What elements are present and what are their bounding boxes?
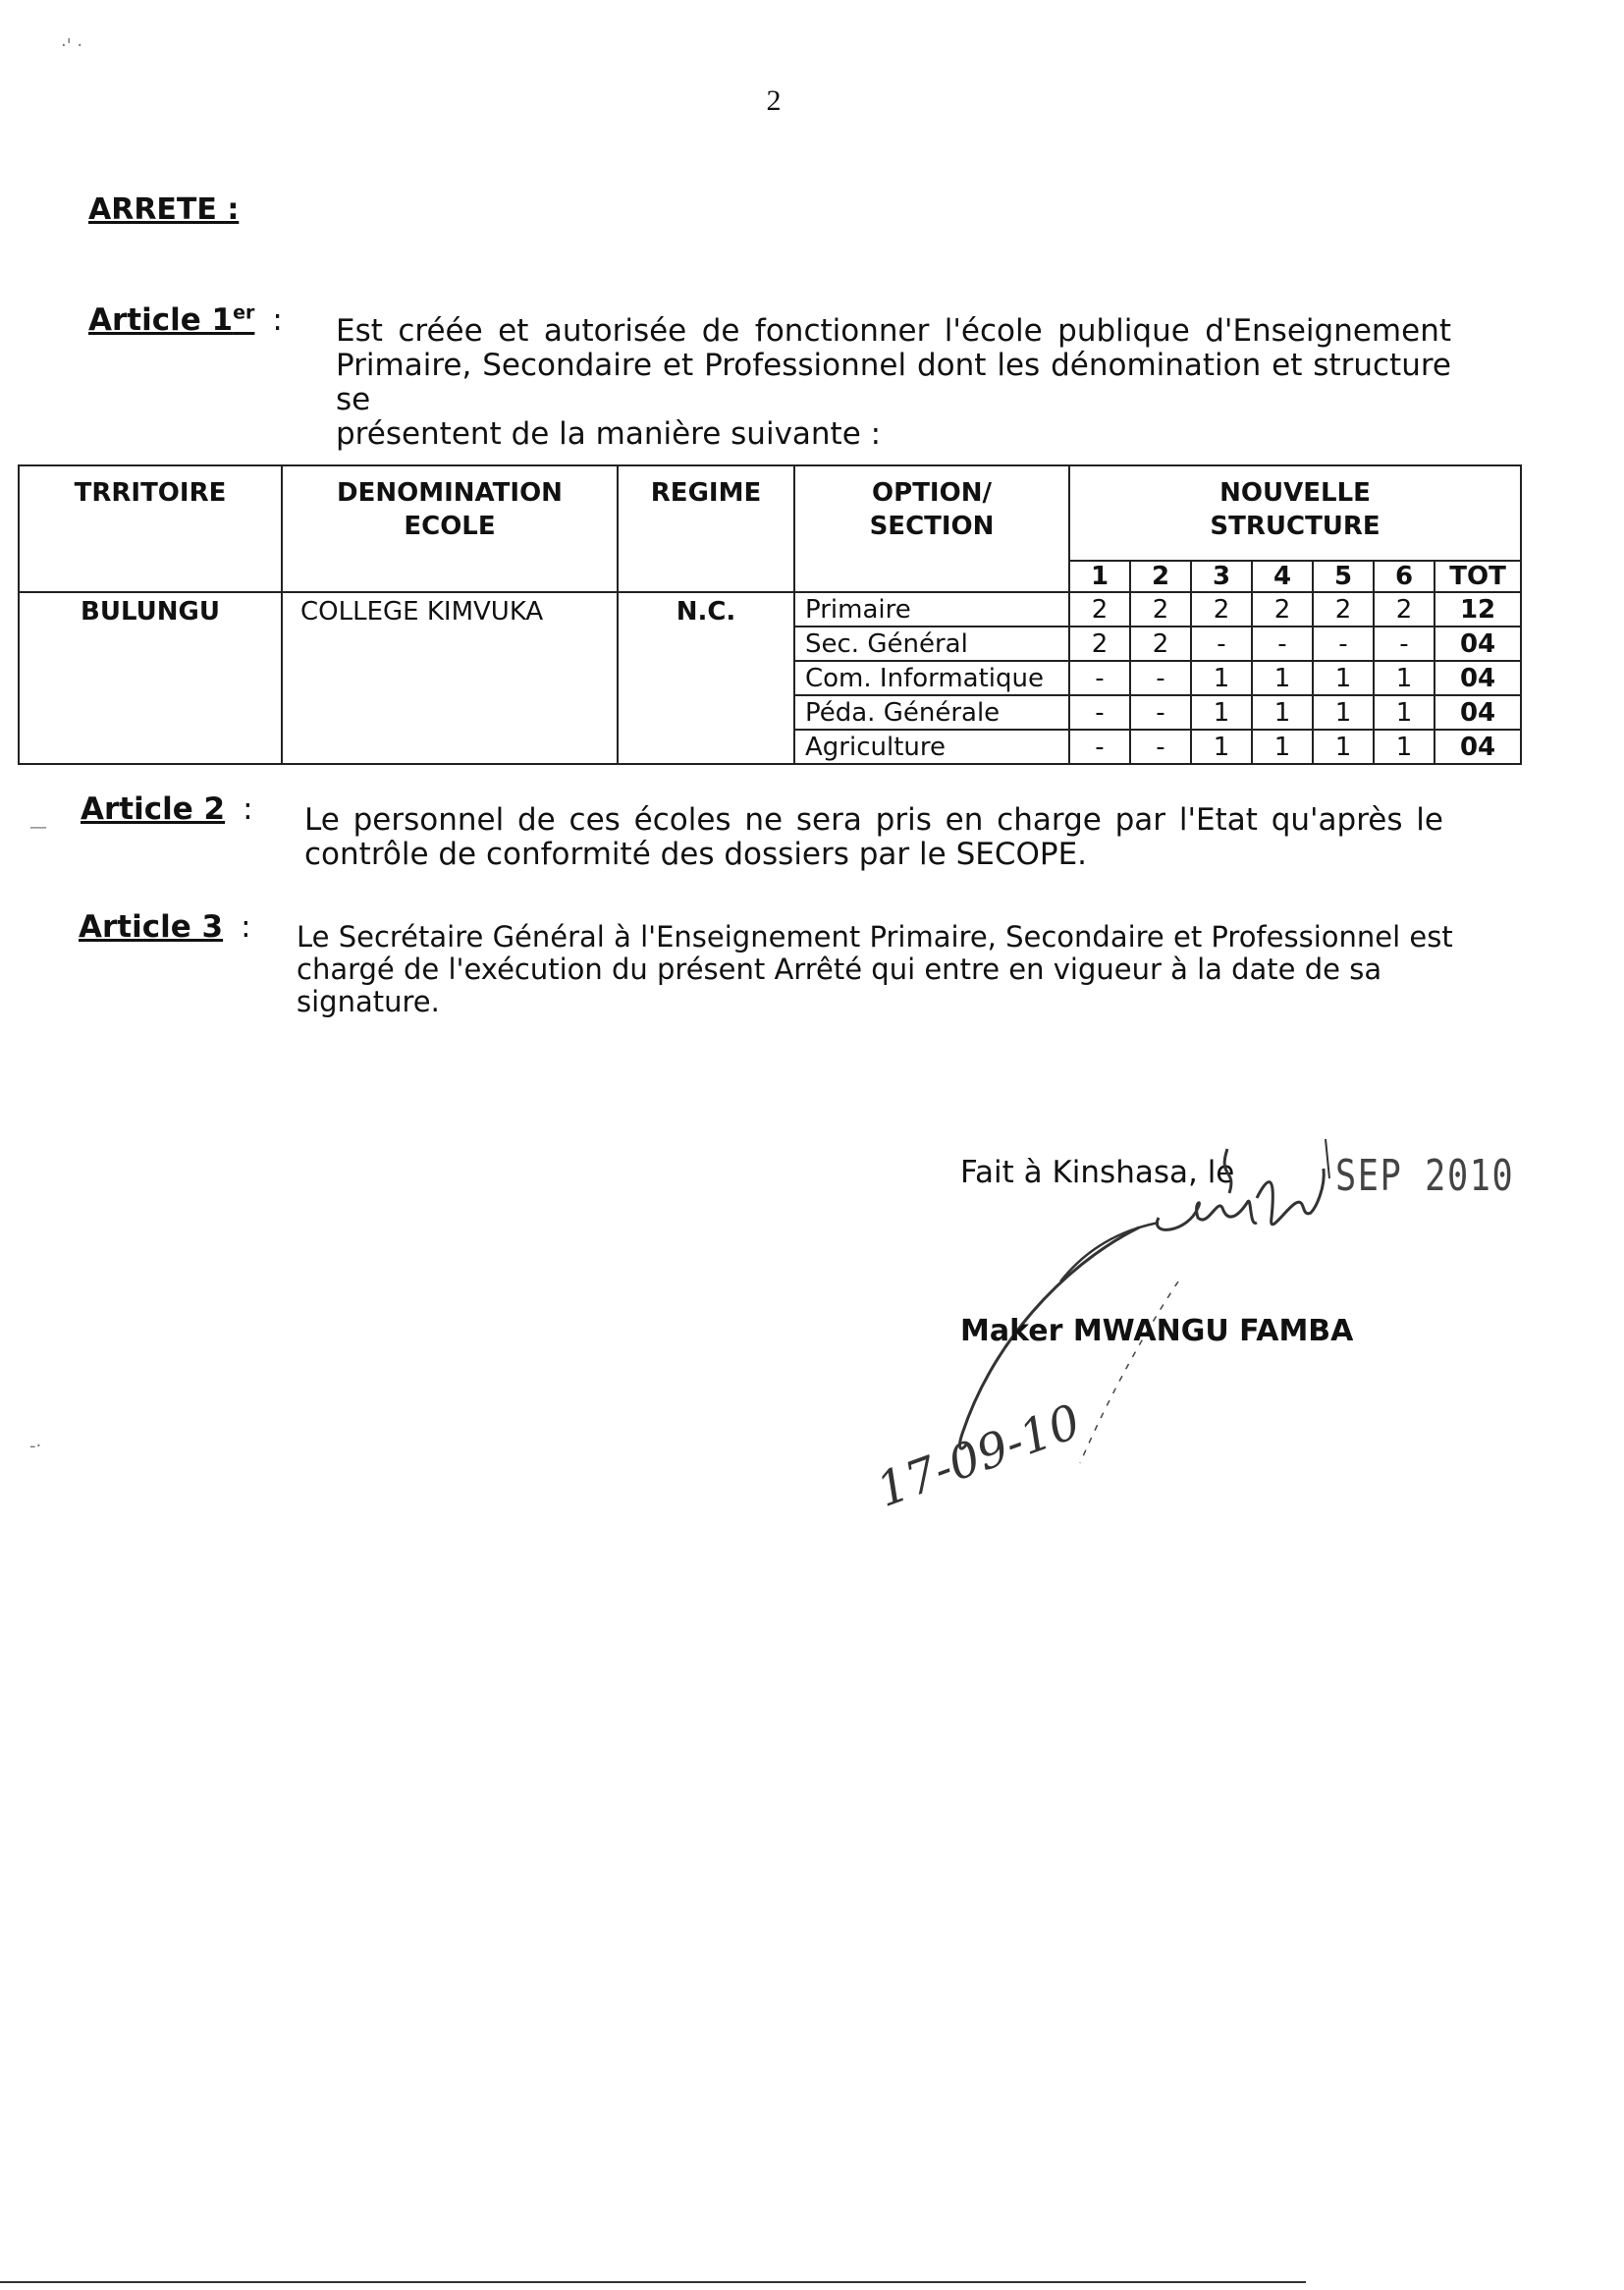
value-cell: 1 — [1374, 730, 1435, 764]
value-cell: 2 — [1374, 592, 1435, 627]
value-cell: 2 — [1130, 592, 1191, 627]
year-column-header: 3 — [1191, 561, 1252, 592]
header-structure-l2: STRUCTURE — [1210, 512, 1380, 541]
value-cell: 1 — [1374, 695, 1435, 730]
scan-mark: ·' · — [61, 35, 83, 56]
year-column-header: 2 — [1130, 561, 1191, 592]
signatory-name: Maker MWANGU FAMBA — [960, 1314, 1354, 1348]
date-stamp: SEP 2010 — [1335, 1151, 1515, 1201]
header-structure — [1069, 465, 1521, 561]
page-number: 2 — [766, 84, 782, 117]
article-2-label — [81, 791, 253, 827]
option-cell: Com. Informatique — [794, 661, 1069, 695]
value-cell: 1 — [1313, 695, 1374, 730]
page-bottom-rule — [0, 2281, 1306, 2283]
total-cell: 12 — [1435, 592, 1521, 627]
regime-cell: N.C. — [618, 592, 794, 764]
header-territoire: TRRITOIRE — [19, 465, 282, 592]
total-column-header: TOT — [1435, 561, 1521, 592]
place-and-date-label: Fait à Kinshasa, le — [960, 1155, 1235, 1190]
value-cell: 1 — [1252, 730, 1313, 764]
article-3-label-text: Article 3 — [79, 909, 224, 945]
value-cell: 2 — [1130, 627, 1191, 661]
article-3-colon: : — [241, 909, 251, 945]
value-cell: 2 — [1191, 592, 1252, 627]
value-cell: - — [1130, 695, 1191, 730]
header-option-l1: OPTION/ — [872, 478, 992, 508]
total-cell: 04 — [1435, 695, 1521, 730]
article-1-label — [88, 302, 283, 338]
article-2-line: Le personnel de ces écoles ne sera pris en charge par l'Etat qu'après le — [304, 802, 1443, 838]
article-2-text — [304, 803, 1443, 872]
option-cell: Péda. Générale — [794, 695, 1069, 730]
option-cell: Sec. Général — [794, 627, 1069, 661]
territoire-cell: BULUNGU — [19, 592, 282, 764]
total-cell: 04 — [1435, 661, 1521, 695]
article-3-line: signature. — [297, 985, 440, 1018]
value-cell: - — [1069, 730, 1130, 764]
header-denomination — [282, 465, 618, 592]
scan-mark: -· — [29, 1436, 42, 1456]
header-structure-l1: NOUVELLE — [1219, 478, 1371, 508]
school-structure-table — [18, 464, 1522, 765]
value-cell: 1 — [1313, 661, 1374, 695]
year-column-header: 4 — [1252, 561, 1313, 592]
header-regime: REGIME — [618, 465, 794, 592]
year-column-header: 1 — [1069, 561, 1130, 592]
option-cell: Agriculture — [794, 730, 1069, 764]
article-3-line: chargé de l'exécution du présent Arrêté qui entre en vigueur à la date de sa — [297, 953, 1382, 986]
article-3-text — [297, 921, 1455, 1018]
value-cell: - — [1130, 661, 1191, 695]
header-denomination-l2: ECOLE — [404, 512, 496, 541]
value-cell: 1 — [1313, 730, 1374, 764]
article-1-colon: : — [272, 302, 283, 339]
article-1-label-text: Article 1 — [88, 302, 234, 339]
scan-mark: — — [29, 817, 47, 838]
article-2-colon: : — [243, 791, 253, 827]
value-cell: 2 — [1313, 592, 1374, 627]
value-cell: - — [1130, 730, 1191, 764]
header-option — [794, 465, 1069, 592]
value-cell: 1 — [1374, 661, 1435, 695]
value-cell: 1 — [1191, 730, 1252, 764]
value-cell: - — [1191, 627, 1252, 661]
value-cell: 1 — [1252, 695, 1313, 730]
article-1-line: Est créée et autorisée de fonctionner l'école publique d'Enseignement — [336, 313, 1451, 349]
value-cell: 2 — [1069, 627, 1130, 661]
table-row — [19, 592, 1521, 627]
article-1-superscript: er — [233, 302, 255, 324]
year-column-header: 6 — [1374, 561, 1435, 592]
value-cell: 2 — [1069, 592, 1130, 627]
header-denomination-l1: DENOMINATION — [337, 478, 563, 508]
year-column-header: 5 — [1313, 561, 1374, 592]
value-cell: - — [1313, 627, 1374, 661]
article-1-text — [336, 314, 1451, 452]
article-3-label — [79, 909, 251, 945]
value-cell: 1 — [1191, 661, 1252, 695]
article-1-line: présentent de la manière suivante : — [336, 416, 882, 452]
arrete-heading: ARRETE : — [88, 192, 240, 227]
value-cell: - — [1069, 661, 1130, 695]
value-cell: 2 — [1252, 592, 1313, 627]
ecole-cell: COLLEGE KIMVUKA — [282, 592, 618, 764]
option-cell: Primaire — [794, 592, 1069, 627]
value-cell: - — [1252, 627, 1313, 661]
total-cell: 04 — [1435, 627, 1521, 661]
handwritten-date: 17-09-10 — [869, 1393, 1088, 1518]
article-3-line: Le Secrétaire Général à l'Enseignement Primaire, Secondaire et Professionnel est — [297, 920, 1453, 954]
article-2-label-text: Article 2 — [81, 791, 226, 827]
article-2-line: contrôle de conformité des dossiers par le SECOPE. — [304, 837, 1088, 872]
value-cell: - — [1374, 627, 1435, 661]
total-cell: 04 — [1435, 730, 1521, 764]
value-cell: 1 — [1252, 661, 1313, 695]
header-option-l2: SECTION — [869, 512, 995, 541]
article-1-line: Primaire, Secondaire et Professionnel dont les dénomination et structure se — [336, 348, 1451, 417]
value-cell: 1 — [1191, 695, 1252, 730]
value-cell: - — [1069, 695, 1130, 730]
